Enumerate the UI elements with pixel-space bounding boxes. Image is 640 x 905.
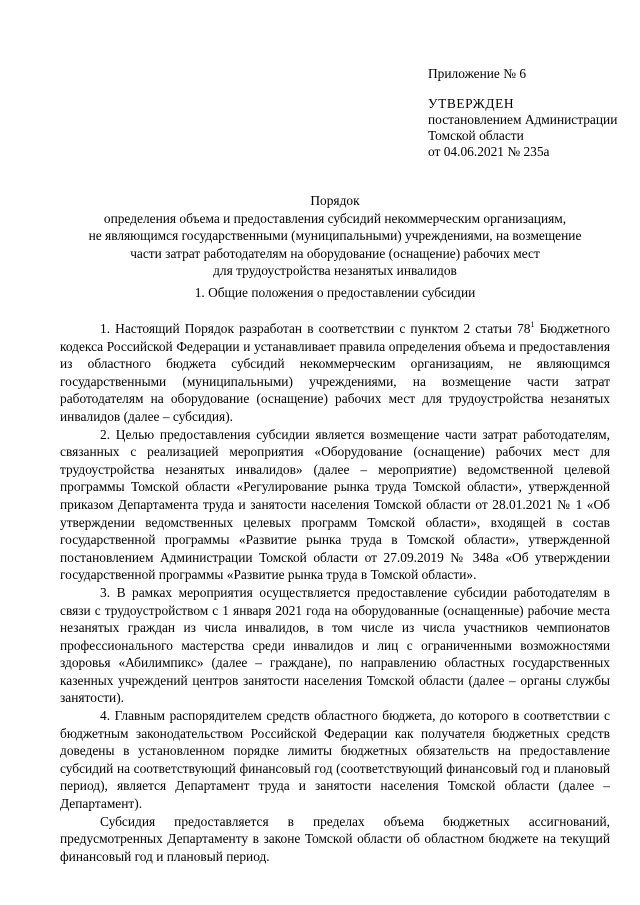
appendix-label: Приложение № 6 [428, 66, 527, 81]
title-line-3: не являющимся государственными (муниципальными) учреждениями, на возмещение [88, 228, 582, 243]
paragraph-2: 2. Целью предоставления субсидии является возмещение части затрат работодателям, связанных с реализацией мероприятия «Оборудование (оснащение) рабочих мест для трудоустройства незанятых инвалидов» (далее – мероприятие) ведомственной целевой программы Томской области «Регулирование рынка труда Томской области», утвержденной приказом Департамента труда и занятости населения Томской области от 28.01.2021 № 1 «Об утверждении ведомственных целевых программ Томской области», входящей в состав государственной программы «Развитие рынка труда в Томской области», утвержденной постановлением Администрации Томской области от 27.09.2019 № 348а «Об утверждении государственной программы «Развитие рынка труда в Томской области». [60, 426, 610, 583]
document-body [60, 320, 610, 865]
paragraph-4: 4. Главным распорядителем средств областного бюджета, до которого в соответствии с бюджетным законодательством Российской Федерации как получателя бюджетных средств доведены в установленном порядке лимиты бюджетных обязательств на предоставление субсидий на соответствующий финансовый год (соответствующий финансовый год и плановый период), является Департамент труда и занятости населения Томской области (далее – Департамент). [60, 708, 610, 812]
title-line-1: Порядок [310, 193, 360, 208]
footnote-mark: 1 [530, 319, 535, 329]
paragraph-1-text-start: 1. Настоящий Порядок разработан в соответствии с пунктом 2 статьи 78 [100, 321, 531, 336]
approval-block [428, 66, 633, 160]
resolution-line-1: постановлением Администрации [428, 112, 618, 127]
approved-heading: УТВЕРЖДЕН [428, 96, 515, 111]
paragraph-1 [60, 320, 610, 426]
title-line-4: части затрат работодателям на оборудование (оснащение) рабочих мест [130, 245, 540, 261]
title-line-2: определения объема и предоставления субсидий некоммерческим организациям, [103, 210, 567, 226]
paragraph-5: Субсидия предоставляется в пределах объема бюджетных ассигнований, предусмотренных Департаменту в законе Томской области об областном бюджете на текущий финансовый год и плановый период. [60, 813, 610, 864]
paragraph-3: 3. В рамках мероприятия осуществляется предоставление субсидии работодателям в связи с трудоустройством с 1 января 2021 года на оборудованные (оснащенные) рабочие места незанятых граждан из числа инвалидов, в том числе из числа участников чемпионатов профессионального мастерства среди инвалидов и лиц с ограниченными возможностями здоровья «Абилимпикс» (далее – граждане), по направлению областных государственных казенных учреждений центров занятости населения Томской области (далее – органы службы занятости). [60, 584, 610, 706]
document-title [60, 192, 610, 280]
section-heading: 1. Общие положения о предоставлении субсидии [194, 285, 476, 300]
resolution-date: от 04.06.2021 № 235а [428, 144, 550, 159]
paragraph-1-text-end: Бюджетного кодекса Российской Федерации и устанавливает правила определения объема и предоставления из областного бюджета субсидий некоммерческим организациям, не являющимся государственными (муниципальными) учреждениями, на возмещение части затрат работодателям на оборудование (оснащение) рабочих мест для трудоустройства незанятых инвалидов (далее – субсидия). [60, 321, 610, 424]
title-line-5: для трудоустройства незанятых инвалидов [213, 263, 457, 278]
resolution-line-2: Томской области [428, 128, 524, 143]
